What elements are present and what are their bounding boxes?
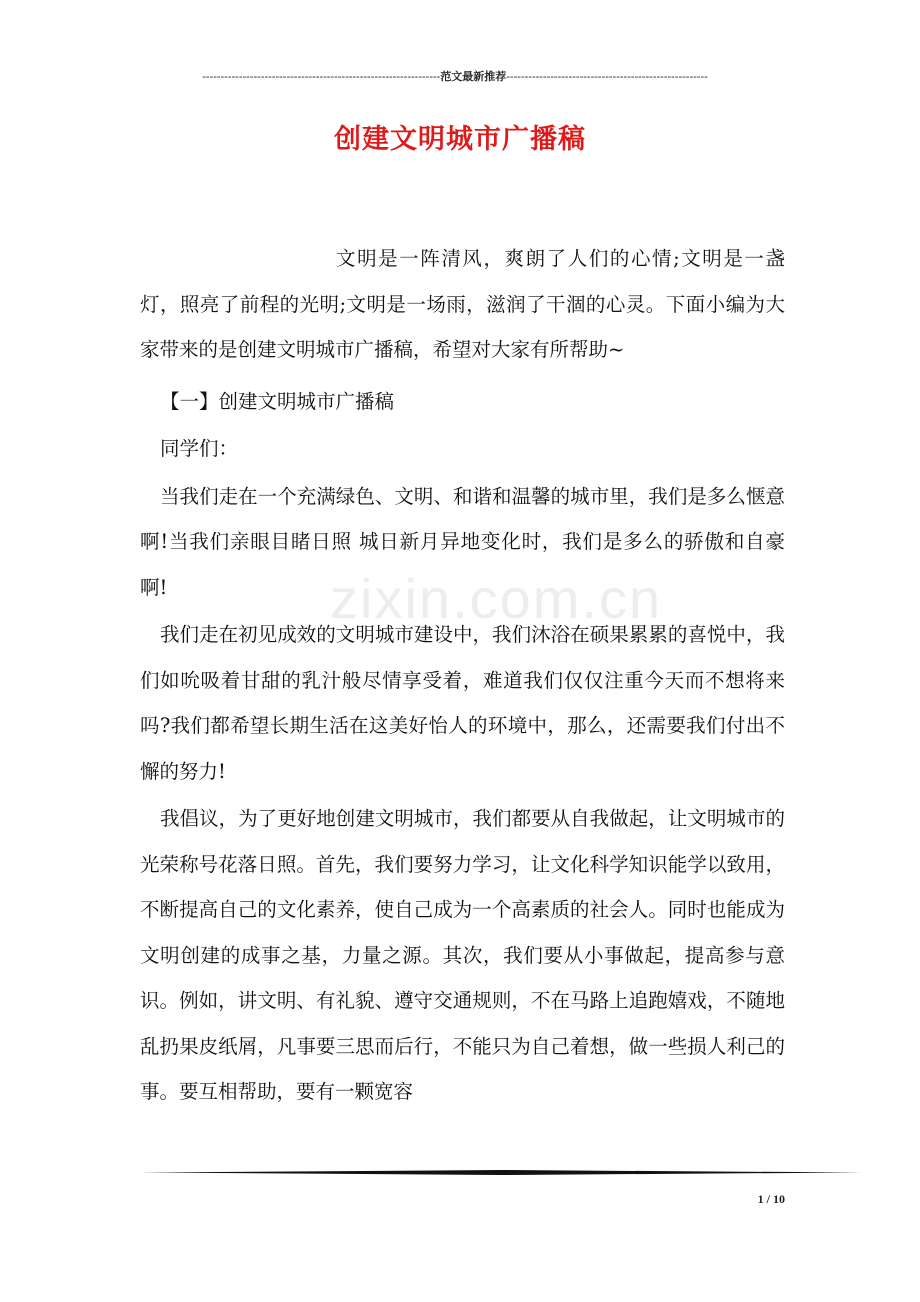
body-paragraph: 我们走在初见成效的文明城市建设中，我们沐浴在硕果累累的喜悦中，我们如吮吸着甘甜的乳汁般尽情享受着，难道我们仅仅注重今天而不想将来吗?我们都希望长期生活在这美好怡人的环境中，那么，还需要我们付出不懈的努力! bbox=[140, 623, 785, 783]
intro-paragraph: 文明是一阵清风，爽朗了人们的心情;文明是一盏灯，照亮了前程的光明;文明是一场雨，滋润了干涸的心灵。下面小编为大家带来的是创建文明城市广播稿，希望对大家有所帮助~ bbox=[140, 247, 785, 361]
document-title: 创建文明城市广播稿 bbox=[334, 124, 586, 155]
page-number: 1 / 10 bbox=[757, 1192, 785, 1206]
header-dashes-left: ----------------------------------------------------------------- bbox=[202, 71, 441, 83]
section-heading: 【一】创建文明城市广播稿 bbox=[160, 389, 395, 413]
document-body bbox=[140, 236, 785, 1115]
header-label: 范文最新推荐 bbox=[440, 71, 507, 83]
page-header bbox=[140, 70, 770, 84]
greeting-paragraph: 同学们： bbox=[160, 437, 239, 460]
watermark: zixin.com.cn bbox=[330, 567, 663, 630]
body-paragraph: 当我们走在一个充满绿色、文明、和谐和温馨的城市里，我们是多么惬意啊!当我们亲眼目睹日照 城日新月异地变化时，我们是多么的骄傲和自豪啊! bbox=[140, 484, 785, 599]
header-dashes-right: ------------------------------------------------------- bbox=[506, 71, 708, 83]
body-paragraph: 我倡议，为了更好地创建文明城市，我们都要从自我做起，让文明城市的光荣称号花落日照。首先，我们要努力学习，让文化科学知识能学以致用，不断提高自己的文化素养，使自己成为一个高素质的社会人。同时也能成为文明创建的成事之基，力量之源。其次，我们要从小事做起，提高参与意识。例如，讲文明、有礼貌、遵守交通规则，不在马路上追跑嬉戏，不随地乱扔果皮纸屑，凡事要三思而后行，不能只为自己着想，做一些损人利己的事。要互相帮助，要有一颗宽容 bbox=[140, 807, 785, 1103]
footer-divider bbox=[140, 1170, 862, 1176]
